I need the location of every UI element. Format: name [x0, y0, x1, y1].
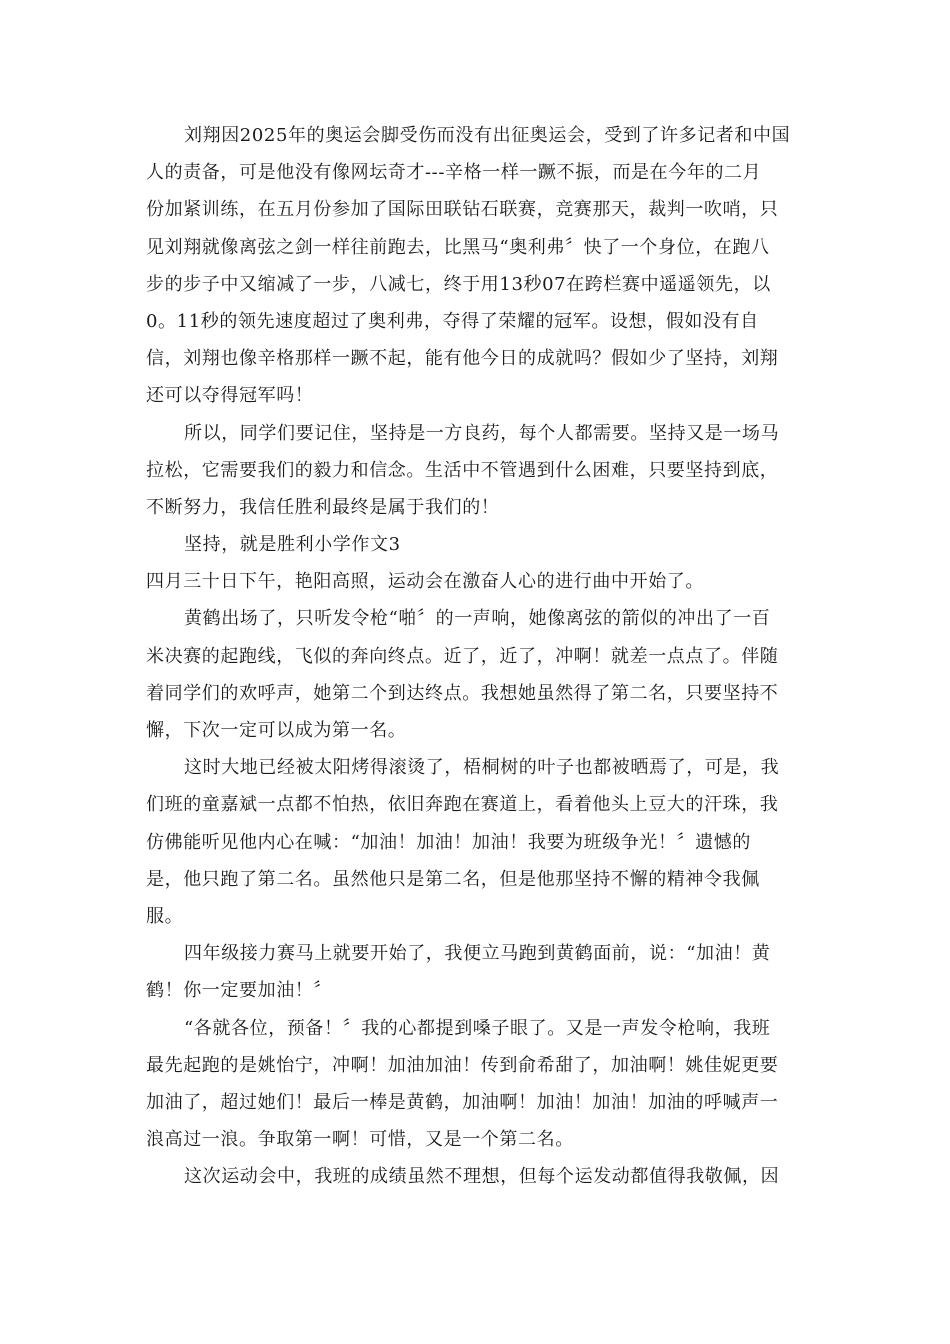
text-line: 最先起跑的是姚怡宁，冲啊！加油加油！传到俞希甜了，加油啊！姚佳妮更要 — [146, 1054, 779, 1076]
text-line: 们班的童嘉斌一点都不怕热，依旧奔跑在赛道上，看着他头上豆大的汗珠，我 — [146, 794, 779, 816]
paragraph — [146, 935, 806, 1009]
text-line: 黄鹤出场了，只听发令枪“啪〞的一声响，她像离弦的箭似的冲出了一百 — [184, 608, 771, 630]
text-line: 人的责备，可是他没有像网坛奇才---辛格一样一蹶不振，而是在今年的二月 — [146, 162, 762, 184]
paragraph — [146, 749, 806, 935]
text-line: 着同学们的欢呼声，她第二个到达终点。我想她虽然得了第二名，只要坚持不 — [146, 682, 779, 704]
document-body — [146, 117, 806, 1195]
text-line: 四月三十日下午，艳阳高照，运动会在激奋人心的进行曲中开始了。 — [146, 571, 704, 593]
text-line: 服。 — [146, 905, 184, 927]
text-line: 鹤！你一定要加油！〞 — [146, 980, 332, 1002]
text-line: 信，刘翔也像辛格那样一蹶不起，能有他今日的成就吗？假如少了坚持，刘翔 — [146, 348, 779, 370]
text-line: 是，他只跑了第二名。虽然他只是第二名，但是他那坚持不懈的精神令我佩 — [146, 868, 760, 890]
text-line: 懈，下次一定可以成为第一名。 — [146, 720, 407, 741]
text-line: 加油了，超过她们！最后一棒是黄鹤，加油啊！加油！加油！加油的呼喊声一 — [146, 1091, 779, 1113]
text-line: 拉松，它需要我们的毅力和信念。生活中不管遇到什么困难，只要坚持到底， — [146, 459, 779, 481]
text-line: 份加紧训练，在五月份参加了国际田联钻石联赛，竞赛那天，裁判一吹哨，只 — [146, 199, 779, 221]
paragraph — [146, 600, 806, 749]
text-line: 浪高过一浪。争取第一啊！可惜，又是一个第二名。 — [146, 1129, 574, 1151]
text-line: 所以，同学们要记住，坚持是一方良药，每个人都需要。坚持又是一场马 — [184, 422, 780, 444]
text-line: 坚持，就是胜利小学作文3 — [184, 534, 401, 556]
paragraph — [146, 563, 806, 600]
text-line: 这时大地已经被太阳烤得滚烫了，梧桐树的叶子也都被晒焉了，可是，我 — [184, 757, 780, 779]
text-line: 这次运动会中，我班的成绩虽然不理想，但每个运发动都值得我敬佩，因 — [184, 1166, 780, 1188]
paragraph — [146, 415, 806, 527]
text-line: 米决赛的起跑线，飞似的奔向终点。近了，近了，冲啊！就差一点点了。伴随 — [146, 645, 779, 667]
text-line: 四年级接力赛马上就要开始了，我便立马跑到黄鹤面前，说：“加油！黄 — [184, 943, 771, 965]
text-line: 不断努力，我信任胜利最终是属于我们的！ — [146, 496, 500, 518]
text-line: 仿佛能听见他内心在喊：“加油！加油！加油！我要为班级争光！〞遗憾的 — [146, 831, 751, 853]
text-line: 0。11秒的领先速度超过了奥利弗，夺得了荣耀的冠军。设想，假如没有自 — [146, 310, 759, 332]
paragraph — [146, 1010, 806, 1159]
paragraph — [146, 117, 806, 415]
text-line: 步的步子中又缩减了一步，八减七，终于用13秒07在跨栏赛中遥遥领先，以 — [146, 273, 771, 295]
text-line: 见刘翔就像离弦之剑一样往前跑去，比黑马“奥利弗〞快了一个身位，在跑八 — [146, 236, 770, 258]
paragraph — [146, 1158, 806, 1195]
text-line: “各就各位，预备！〞我的心都提到嗓子眼了。又是一声发令枪响，我班 — [184, 1017, 771, 1039]
paragraph — [146, 526, 806, 563]
text-line: 刘翔因2025年的奥运会脚受伤而没有出征奥运会，受到了许多记者和中国 — [184, 125, 791, 146]
text-line: 还可以夺得冠军吗！ — [146, 385, 314, 407]
